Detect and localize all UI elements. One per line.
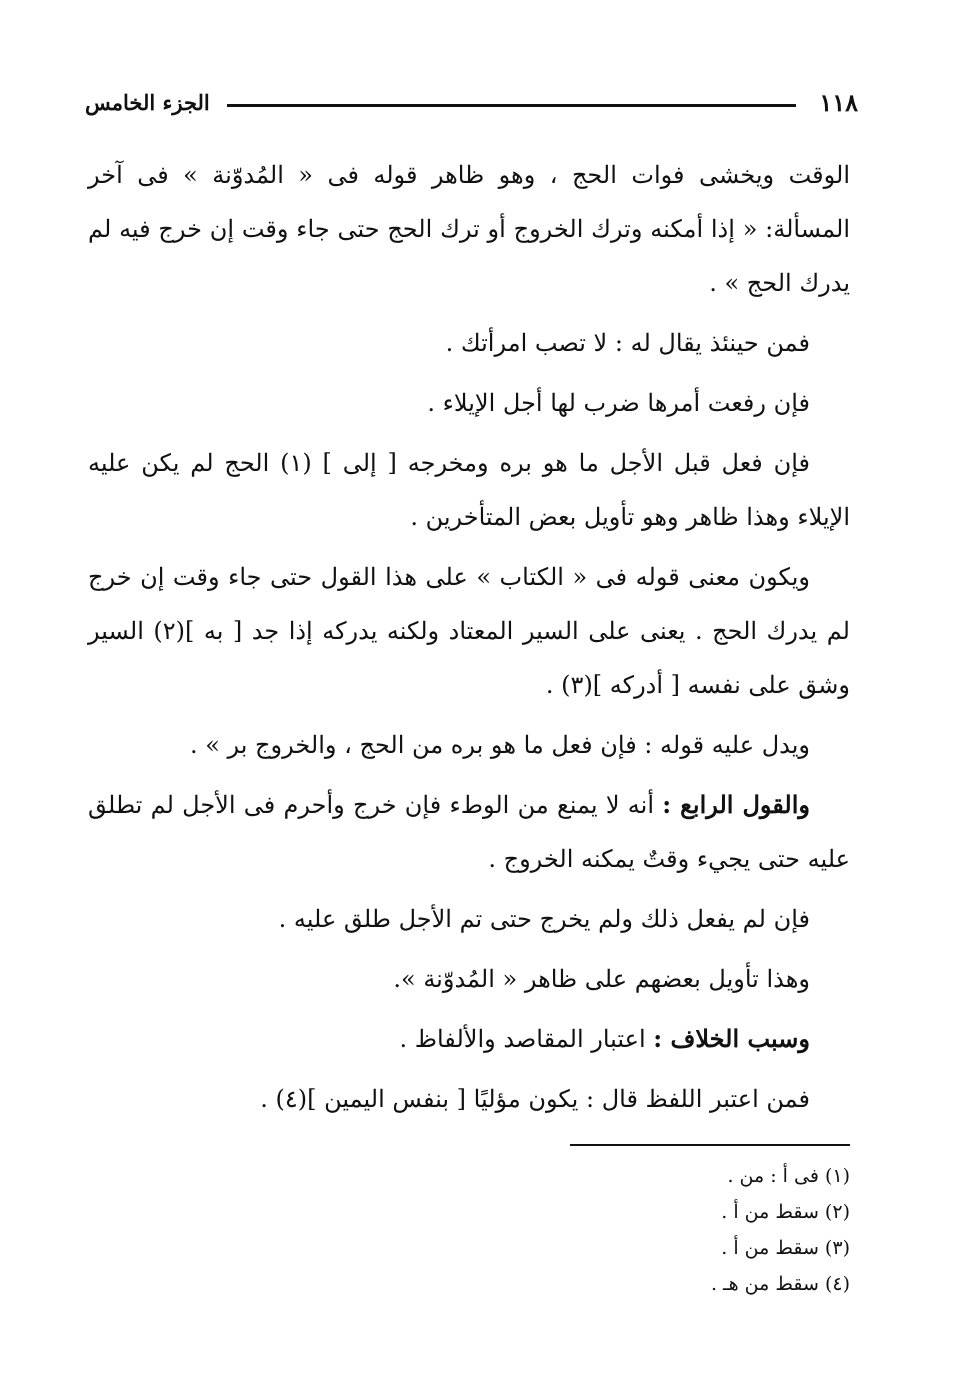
main-text bbox=[88, 148, 850, 1126]
paragraph-9: وهذا تأويل بعضهم على ظاهر « المُدوّنة ». bbox=[393, 965, 810, 993]
paragraph-8: فإن لم يفعل ذلك ولم يخرج حتى تم الأجل طلق عليه . bbox=[278, 905, 810, 933]
paragraph-10-lead: وسبب الخلاف : bbox=[653, 1024, 810, 1053]
paragraph-5: ويكون معنى قوله فى « الكتاب » على هذا القول حتى جاء وقت إن خرج لم يدرك الحج . يعنى على السير المعتاد ولكنه يدركه إذا جد [ به ](٢) السير وشق على نفسه [ أدركه ](٣) . bbox=[88, 563, 850, 699]
paragraph-2: فمن حينئذ يقال له : لا تصب امرأتك . bbox=[445, 329, 810, 357]
paragraph-10 bbox=[88, 1012, 850, 1066]
header-rule bbox=[227, 104, 796, 107]
paragraph-3: فإن رفعت أمرها ضرب لها أجل الإيلاء . bbox=[427, 389, 810, 417]
paragraph-6: ويدل عليه قوله : فإن فعل ما هو بره من الحج ، والخروج بر » . bbox=[189, 731, 810, 759]
footnote-3: (٣) سقط من أ . bbox=[721, 1237, 850, 1259]
footnote-2: (٢) سقط من أ . bbox=[721, 1201, 850, 1223]
page-number: ١١٨ bbox=[819, 88, 858, 117]
footnotes bbox=[450, 1158, 850, 1302]
paragraph-7-lead: والقول الرابع : bbox=[662, 790, 810, 819]
paragraph-7-text: أنه لا يمنع من الوطء فإن خرج وأحرم فى الأجل لم تطلق عليه حتى يجيء وقتٌ يمكنه الخروج . bbox=[88, 791, 850, 873]
page-header bbox=[85, 88, 858, 124]
paragraph-11: فمن اعتبر اللفظ قال : يكون مؤليًا [ بنفس اليمين ](٤) . bbox=[260, 1085, 810, 1113]
paragraph-4: فإن فعل قبل الأجل ما هو بره ومخرجه [ إلى ] (١) الحج لم يكن عليه الإيلاء وهذا ظاهر وهو تأويل بعض المتأخرين . bbox=[88, 449, 850, 531]
footnote-rule bbox=[570, 1144, 850, 1146]
running-title: الجزء الخامس bbox=[85, 90, 210, 115]
paragraph-1: الوقت ويخشى فوات الحج ، وهو ظاهر قوله فى « المُدوّنة » فى آخر المسألة: « إذا أمكنه وترك الخروج أو ترك الحج حتى جاء وقت إن خرج فيه لم يدرك الحج » . bbox=[88, 161, 850, 297]
paragraph-7 bbox=[88, 778, 850, 886]
footnote-4: (٤) سقط من هـ . bbox=[710, 1273, 850, 1295]
paragraph-10-text: اعتبار المقاصد والألفاظ . bbox=[399, 1025, 654, 1053]
footnote-1: (١) فى أ : من . bbox=[727, 1165, 850, 1187]
